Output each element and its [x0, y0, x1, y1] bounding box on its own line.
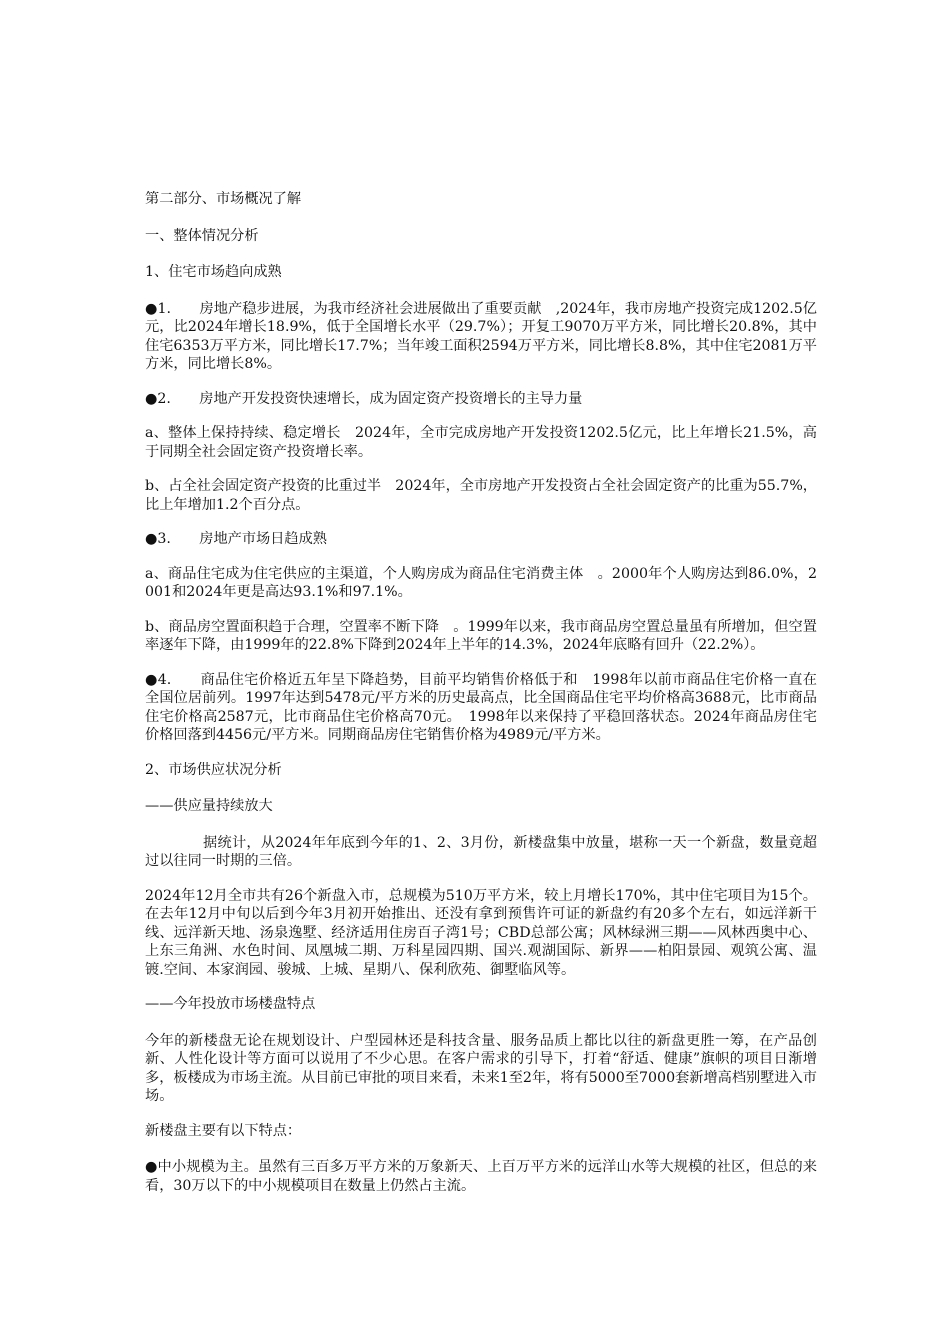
paragraph-new-projects: 今年的新楼盘无论在规划设计、户型园林还是科技含量、服务品质上都比以往的新盘更胜一筹，在产品创新、人性化设计等方面可以说用了不少心思。在客户需求的引导下，打着“舒适、健康”旗帜的项目日渐增多，板楼成为市场主流。从目前已审批的项目来看，未来1至2年，将有5000至7000套新增高档别墅进入市场。	[145, 1032, 817, 1104]
heading-supply-analysis: 2、市场供应状况分析	[145, 761, 282, 778]
paragraph-2b: b、占全社会固定资产投资的比重过半 2024年，全市房地产开发投资占全社会固定资产的比重为55.7%，比上年增加1.2个百分点。	[145, 478, 817, 513]
heading-housing-market: 1、住宅市场趋向成熟	[145, 264, 282, 280]
bullet-paragraph-4: ●4. 商品住宅价格近五年呈下降趋势，目前平均销售价格低于和 1998年以前市商品住宅价格一直在全国位居前列。1997年达到5478元/平方米的历史最高点，比全国商品住宅平均价格高3688元，比市商品住宅价格高2587元，比市商品住宅价格高70元。 1998年以来保持了平稳回落状态。2024年商品房住宅价格回落到4456元/平方米。同期商品房住宅销售价格为4989元/平方米。	[145, 671, 817, 743]
section-title: 第二部分、市场概况了解	[145, 191, 302, 207]
paragraph-features-intro: 新楼盘主要有以下特点：	[145, 1122, 302, 1139]
bullet-paragraph-3: ●3. 房地产市场日趋成熟	[145, 531, 327, 547]
paragraph-3b: b、商品房空置面积趋于合理，空置率不断下降 。1999年以来，我市商品房空置总量虽有所增加，但空置率逐年下降，由1999年的22.8%下降到2024年上半年的14.3%，2024年底略有回升（22.2%）。	[145, 618, 817, 653]
bullet-paragraph-1: ●1. 房地产稳步进展，为我市经济社会进展做出了重要贡献 ,2024年，我市房地产投资完成1202.5亿元，比2024年增长18.9%，低于全国增长水平（29.7%）；开复工9070万平方米，同比增长20.8%，其中住宅6353万平方米，同比增长17.7%；当年竣工面积2594万平方米，同比增长8.8%，其中住宅2081万平方米，同比增长8%。	[145, 300, 817, 372]
paragraph-december-projects: 2024年12月全市共有26个新盘入市，总规模为510万平方米，较上月增长170%，其中住宅项目为15个。在去年12月中旬以后到今年3月初开始推出、还没有拿到预售许可证的新盘约有20多个左右，如远洋新干线、远洋新天地、汤泉逸墅、经济适用住房百子湾1号；CBD总部公寓；风林绿洲三期——风林西奥中心、上东三角洲、水色时间、凤凰城二期、万科星园四期、国兴.观湖国际、新界——柏阳景园、观筑公寓、温镀.空间、本家润园、骏城、上城、星期八、保利欣苑、御墅临风等。	[145, 887, 817, 978]
heading-overall-analysis: 一、整体情况分析	[145, 227, 259, 244]
paragraph-2a: a、整体上保持持续、稳定增长 2024年，全市完成房地产开发投资1202.5亿元，比上年增长21.5%，高于同期全社会固定资产投资增长率。	[145, 425, 817, 460]
paragraph-3a: a、商品住宅成为住宅供应的主渠道，个人购房成为商品住宅消费主体 。2000年个人购房达到86.0%，2001和2024年更是高达93.1%和97.1%。	[145, 565, 817, 600]
bullet-paragraph-small-scale: ●中小规模为主。虽然有三百多万平方米的万象新天、上百万平方米的远洋山水等大规模的社区，但总的来看，30万以下的中小规模项目在数量上仍然占主流。	[145, 1159, 817, 1194]
subheading-supply-increase: ——供应量持续放大	[145, 798, 273, 814]
document-page	[145, 190, 817, 1211]
bullet-paragraph-2: ●2. 房地产开发投资快速增长，成为固定资产投资增长的主导力量	[145, 390, 583, 407]
paragraph-statistics: 据统计，从2024年年底到今年的1、2、3月份，新楼盘集中放量，堪称一天一个新盘，数量竟超过以往同一时期的三倍。	[145, 834, 817, 869]
subheading-market-features: ——今年投放市场楼盘特点	[145, 996, 316, 1012]
